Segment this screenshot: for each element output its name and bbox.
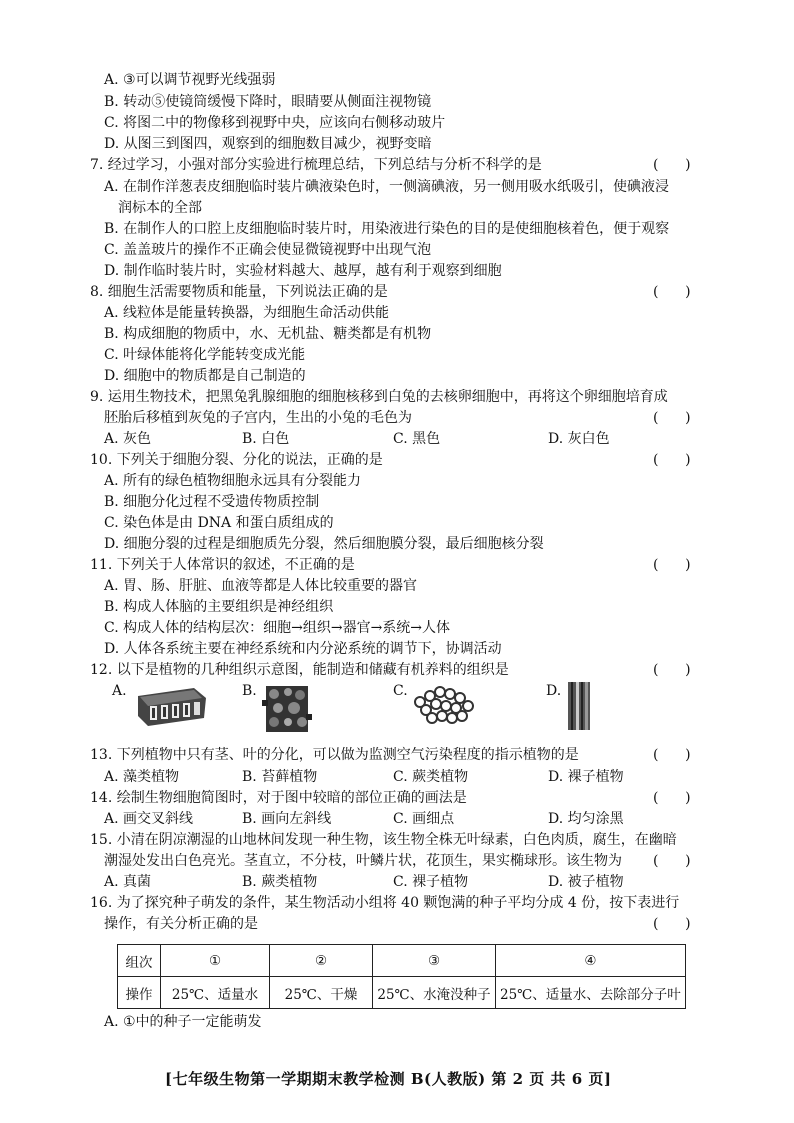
q6-option-c: C. 将图二中的物像移到视野中央，应该向右侧移动玻片	[104, 115, 446, 131]
q11-stem: 11. 下列关于人体常识的叙述，不正确的是	[90, 557, 355, 573]
q12-option-b: B.	[242, 683, 257, 699]
table-cell: 25℃、适量水、去除部分子叶	[496, 977, 686, 1009]
q16-operation-table	[117, 944, 686, 1009]
tissue-c-image	[412, 684, 476, 726]
q12-option-a: A.	[112, 683, 127, 699]
table-header-cell: ③	[373, 945, 496, 977]
q11-option-b: B. 构成人体脑的主要组织是神经组织	[104, 599, 334, 615]
q6-option-a: A. ③可以调节视野光线强弱	[104, 72, 276, 88]
q7-option-d: D. 制作临时装片时，实验材料越大、越厚，越有利于观察到细胞	[104, 263, 502, 279]
q10-option-c: C. 染色体是由 DNA 和蛋白质组成的	[104, 515, 334, 531]
q7-stem: 7. 经过学习，小强对部分实验进行梳理总结，下列总结与分析不科学的是	[90, 157, 542, 173]
q10-option-b: B. 细胞分化过程不受遗传物质控制	[104, 494, 320, 510]
q7-option-a: A. 在制作洋葱表皮细胞临时装片碘液染色时，一侧滴碘液，另一侧用吸水纸吸引，使碘液浸	[104, 179, 670, 195]
table-header-cell: ④	[496, 945, 686, 977]
q6-option-d: D. 从图三到图四，观察到的细胞数目减少，视野变暗	[104, 136, 432, 152]
tissue-b-image	[262, 680, 312, 736]
table-row	[118, 945, 686, 977]
q9-stem: 9. 运用生物技术，把黑兔乳腺细胞的细胞核移到白兔的去核卵细胞中，再将这个卵细胞培育成	[90, 389, 668, 405]
q9-option-d: D. 灰白色	[548, 431, 610, 447]
q15-option-b: B. 蕨类植物	[242, 874, 318, 890]
table-header-cell: 组次	[118, 945, 161, 977]
q13-option-b: B. 苔藓植物	[242, 769, 318, 785]
q14-stem: 14. 绘制生物细胞简图时，对于图中较暗的部位正确的画法是	[90, 790, 467, 806]
page-footer: [七年级生物第一学期期末教学检测 B(人教版) 第 2 页 共 6 页]	[165, 1070, 612, 1088]
q14-option-d: D. 均匀涂黑	[548, 811, 624, 827]
q13-option-a: A. 藻类植物	[104, 769, 180, 785]
q8-option-c: C. 叶绿体能将化学能转变成光能	[104, 347, 306, 363]
q7-option-c: C. 盖盖玻片的操作不正确会使显微镜视野中出现气泡	[104, 242, 432, 258]
q15-option-a: A. 真菌	[104, 874, 152, 890]
q9-option-a: A. 灰色	[104, 431, 152, 447]
q11-option-a: A. 胃、肠、肝脏、血液等都是人体比较重要的器官	[104, 578, 418, 594]
table-cell: 操作	[118, 977, 161, 1009]
q15-option-c: C. 裸子植物	[393, 874, 469, 890]
q13-option-c: C. 蕨类植物	[393, 769, 469, 785]
q16-option-a: A. ①中的种子一定能萌发	[104, 1014, 262, 1030]
tissue-d-image	[566, 680, 592, 732]
q14-option-b: B. 画向左斜线	[242, 811, 332, 827]
q13-answer-paren: ( )	[653, 747, 691, 763]
q10-stem: 10. 下列关于细胞分裂、分化的说法，正确的是	[90, 452, 383, 468]
q14-option-c: C. 画细点	[393, 811, 455, 827]
q15-answer-paren: ( )	[653, 853, 691, 869]
q12-option-c: C.	[393, 683, 408, 699]
q14-option-a: A. 画交叉斜线	[104, 811, 194, 827]
q7-answer-paren: ( )	[653, 157, 691, 173]
q7-option-b: B. 在制作人的口腔上皮细胞临时装片时，用染液进行染色的目的是使细胞核着色，便于观察	[104, 221, 670, 237]
table-header-cell: ②	[270, 945, 373, 977]
q9-answer-paren: ( )	[653, 410, 691, 426]
q10-option-d: D. 细胞分裂的过程是细胞质先分裂，然后细胞膜分裂，最后细胞核分裂	[104, 536, 544, 552]
table-row	[118, 977, 686, 1009]
table-header-cell: ①	[161, 945, 270, 977]
q9-option-b: B. 白色	[242, 431, 290, 447]
q16-answer-paren: ( )	[653, 916, 691, 932]
table-cell: 25℃、适量水	[161, 977, 270, 1009]
q16-stem: 16. 为了探究种子萌发的条件，某生物活动小组将 40 颗饱满的种子平均分成 4 份，按下表进行	[90, 895, 680, 911]
tissue-a-image	[134, 684, 210, 728]
q12-option-d: D.	[546, 683, 562, 699]
q15-stem-cont: 潮湿处发出白色亮光。茎直立，不分枝，叶鳞片状，花顶生，果实椭球形。该生物为	[104, 853, 622, 869]
q14-answer-paren: ( )	[653, 790, 691, 806]
q6-option-b: B. 转动⑤使镜筒缓慢下降时，眼睛要从侧面注视物镜	[104, 94, 432, 110]
q12-answer-paren: ( )	[653, 662, 691, 678]
q12-stem: 12. 以下是植物的几种组织示意图，能制造和储藏有机养料的组织是	[90, 662, 509, 678]
q15-option-d: D. 被子植物	[548, 874, 624, 890]
q8-stem: 8. 细胞生活需要物质和能量，下列说法正确的是	[90, 284, 388, 300]
q7-option-a-cont: 润标本的全部	[118, 200, 202, 216]
q10-option-a: A. 所有的绿色植物细胞永远具有分裂能力	[104, 473, 362, 489]
q11-answer-paren: ( )	[653, 557, 691, 573]
q16-stem-cont: 操作，有关分析正确的是	[104, 916, 258, 932]
q9-option-c: C. 黑色	[393, 431, 441, 447]
q11-option-d: D. 人体各系统主要在神经系统和内分泌系统的调节下，协调活动	[104, 641, 502, 657]
q13-option-d: D. 裸子植物	[548, 769, 624, 785]
table-cell: 25℃、水淹没种子	[373, 977, 496, 1009]
table-cell: 25℃、干燥	[270, 977, 373, 1009]
q13-stem: 13. 下列植物中只有茎、叶的分化，可以做为监测空气污染程度的指示植物的是	[90, 747, 579, 763]
q8-option-a: A. 线粒体是能量转换器，为细胞生命活动供能	[104, 305, 390, 321]
q11-option-c: C. 构成人体的结构层次：细胞→组织→器官→系统→人体	[104, 620, 451, 636]
q8-option-d: D. 细胞中的物质都是自己制造的	[104, 368, 306, 384]
q8-answer-paren: ( )	[653, 284, 691, 300]
q15-stem: 15. 小清在阴凉潮湿的山地林间发现一种生物，该生物全株无叶绿素，白色肉质，腐生，在幽暗	[90, 832, 677, 848]
q9-stem-cont: 胚胎后移植到灰兔的子宫内，生出的小兔的毛色为	[104, 410, 412, 426]
q10-answer-paren: ( )	[653, 452, 691, 468]
q8-option-b: B. 构成细胞的物质中，水、无机盐、糖类都是有机物	[104, 326, 432, 342]
